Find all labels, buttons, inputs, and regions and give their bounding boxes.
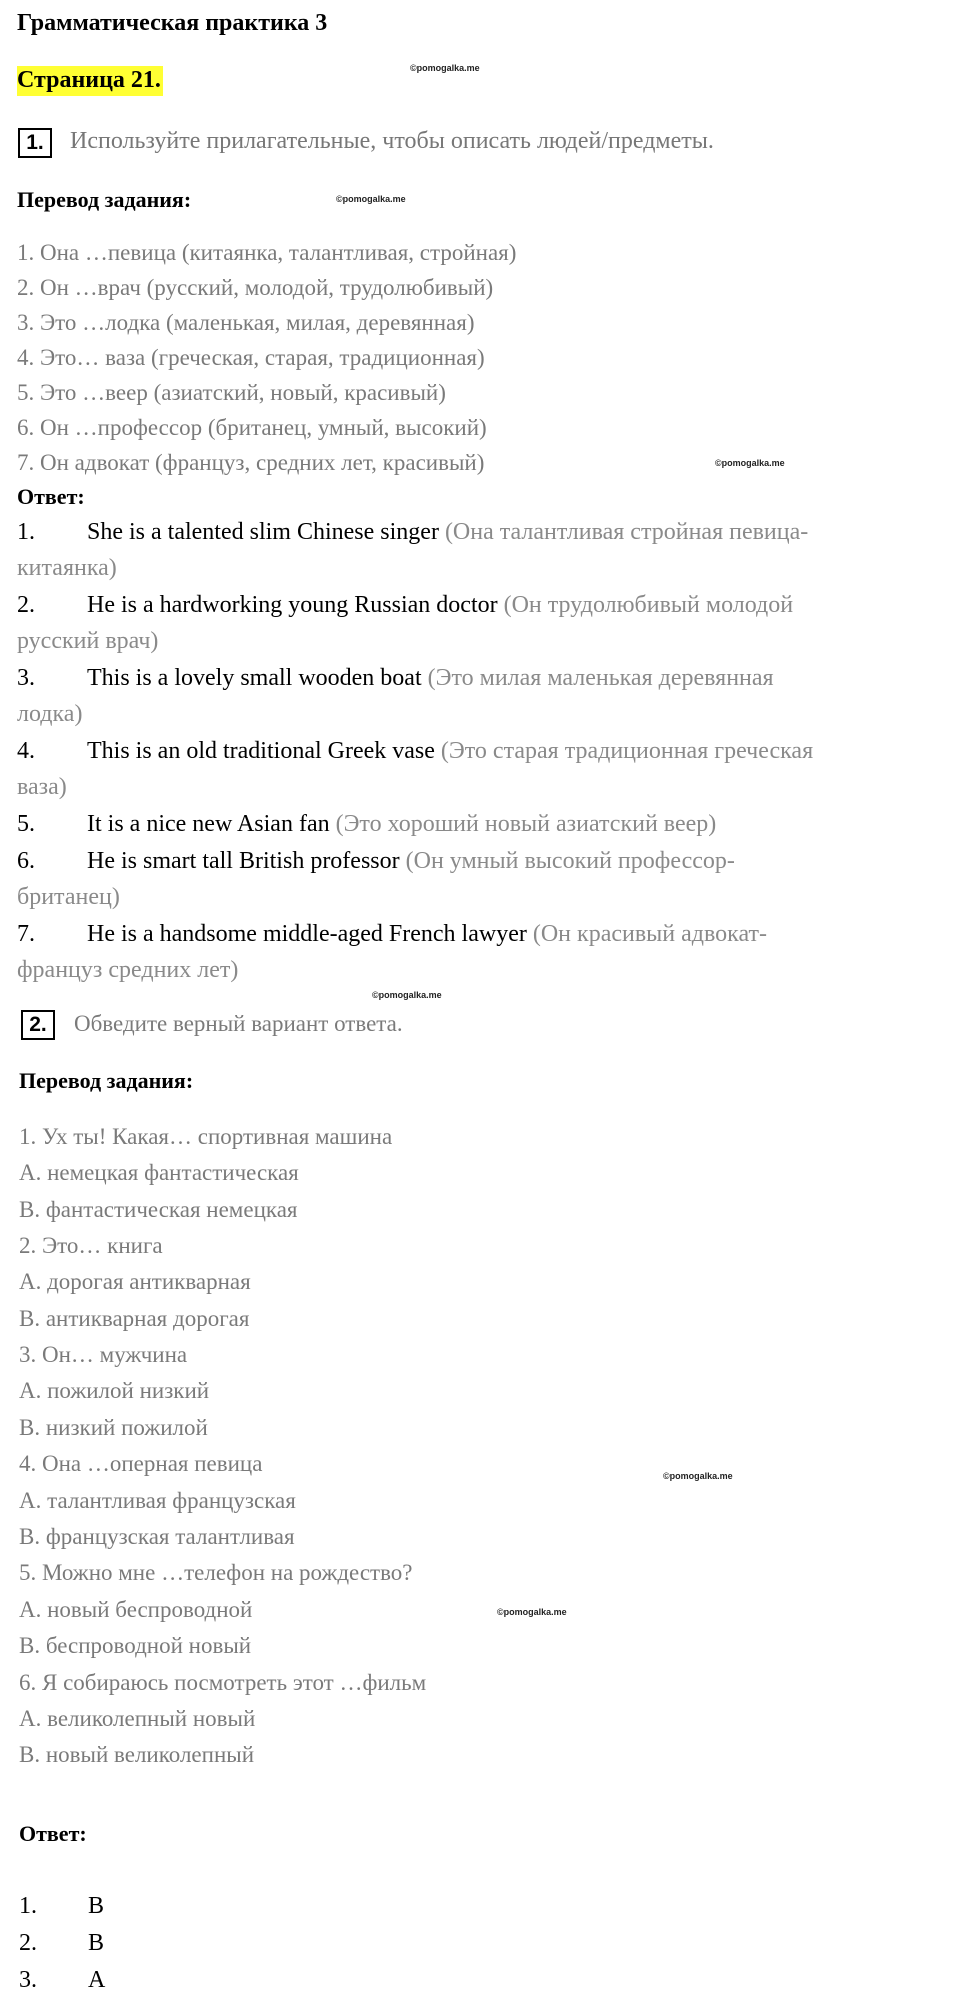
answer-text <box>87 846 735 876</box>
answer-english: He is a handsome middle-aged French lawyer <box>87 921 527 947</box>
task-line: B. фантастическая немецкая <box>19 1197 298 1222</box>
answer-number: 2. <box>19 1930 37 1956</box>
task-line: B. беспроводной новый <box>19 1633 252 1658</box>
task-item: 6. Он …профессор (британец, умный, высокий) <box>17 415 487 440</box>
task-line: B. французская талантливая <box>19 1524 295 1549</box>
answer-number: 3. <box>17 665 35 691</box>
task-line: 3. Он… мужчина <box>19 1342 188 1367</box>
answer-number: 5. <box>17 811 35 837</box>
answer-number: 2. <box>17 592 35 618</box>
watermark: ©pomogalka.me <box>336 194 406 204</box>
watermark: ©pomogalka.me <box>663 1471 733 1481</box>
watermark: ©pomogalka.me <box>410 63 480 73</box>
answer-russian-continued: француз средних лет) <box>17 957 239 983</box>
answer-text <box>87 517 808 547</box>
answer-russian-continued: лодка) <box>17 701 83 727</box>
answer-text <box>87 736 813 766</box>
answer-english: He is a hardworking young Russian doctor <box>87 592 498 618</box>
answer-russian: (Это хороший новый азиатский веер) <box>335 811 717 837</box>
answer-item <box>17 517 35 547</box>
answer-english: It is a nice new Asian fan <box>87 811 330 837</box>
answer-russian-continued: британец) <box>17 884 120 910</box>
task-item: 3. Это …лодка (маленькая, милая, деревянная) <box>17 310 475 335</box>
task-item: 4. Это… ваза (греческая, старая, традиционная) <box>17 345 485 370</box>
answer-number: 1. <box>19 1893 37 1919</box>
task-line: A. немецкая фантастическая <box>19 1160 299 1185</box>
watermark: ©pomogalka.me <box>715 458 785 468</box>
answer-value: B <box>88 1930 105 1956</box>
answer-russian-continued: русский врач) <box>17 628 159 654</box>
answer-english: This is a lovely small wooden boat <box>87 665 422 691</box>
task-line: 5. Можно мне …телефон на рождество? <box>19 1560 413 1585</box>
answer-russian-continued: китаянка) <box>17 555 117 581</box>
task-item: 5. Это …веер (азиатский, новый, красивый) <box>17 380 446 405</box>
task-line: 1. Ух ты! Какая… спортивная машина <box>19 1124 393 1149</box>
task-item: 7. Он адвокат (француз, средних лет, красивый) <box>17 450 485 475</box>
answer-russian: (Он трудолюбивый молодой <box>503 592 794 618</box>
answer-english: He is smart tall British professor <box>87 848 400 874</box>
task-line: A. талантливая французская <box>19 1488 296 1513</box>
answer-value: B <box>88 1893 105 1919</box>
answer-text <box>87 809 716 839</box>
answer-text <box>87 919 767 949</box>
task-line: A. пожилой низкий <box>19 1378 210 1403</box>
answer-english: She is a talented slim Chinese singer <box>87 519 439 545</box>
task-line: A. дорогая антикварная <box>19 1269 251 1294</box>
page-number-label: Страница 21. <box>17 66 163 96</box>
answer-text <box>87 590 793 620</box>
answer-russian: (Он умный высокий профессор- <box>405 848 735 874</box>
answer-number: 7. <box>17 921 35 947</box>
task-line: 6. Я собираюсь посмотреть этот …фильм <box>19 1670 427 1695</box>
watermark: ©pomogalka.me <box>497 1607 567 1617</box>
task-item: 2. Он …врач (русский, молодой, трудолюбивый) <box>17 275 494 300</box>
answer-number: 6. <box>17 848 35 874</box>
exercise-number-badge: 2. <box>21 1010 55 1040</box>
answer-russian: (Он красивый адвокат- <box>532 921 767 947</box>
watermark: ©pomogalka.me <box>372 990 442 1000</box>
answer-russian: (Она талантливая стройная певица- <box>444 519 809 545</box>
task-line: A. великолепный новый <box>19 1706 256 1731</box>
answer-russian: (Это милая маленькая деревянная <box>427 665 774 691</box>
answer-english: This is an old traditional Greek vase <box>87 738 435 764</box>
answer-text <box>87 663 774 693</box>
task-item: 1. Она …певица (китаянка, талантливая, стройная) <box>17 240 517 265</box>
answer-russian: (Это старая традиционная греческая <box>440 738 814 764</box>
task-line: B. новый великолепный <box>19 1742 255 1767</box>
exercise-instruction: Обведите верный вариант ответа. <box>74 1011 403 1036</box>
answer-heading: Ответ: <box>19 1821 87 1846</box>
answer-number: 1. <box>17 519 35 545</box>
page-title: Грамматическая практика 3 <box>17 10 328 36</box>
task-line: 2. Это… книга <box>19 1233 163 1258</box>
exercise-number-badge: 1. <box>18 128 52 158</box>
task-line: A. новый беспроводной <box>19 1597 253 1622</box>
translation-heading: Перевод задания: <box>17 187 192 212</box>
exercise-instruction: Используйте прилагательные, чтобы описать людей/предметы. <box>70 128 714 154</box>
task-line: B. низкий пожилой <box>19 1415 208 1440</box>
answer-value: A <box>88 1967 106 1993</box>
answer-number: 3. <box>19 1967 37 1993</box>
task-line: B. антикварная дорогая <box>19 1306 250 1331</box>
answer-russian-continued: ваза) <box>17 774 67 800</box>
answer-number: 4. <box>17 738 35 764</box>
task-line: 4. Она …оперная певица <box>19 1451 263 1476</box>
translation-heading: Перевод задания: <box>19 1068 194 1093</box>
answer-heading: Ответ: <box>17 484 85 509</box>
